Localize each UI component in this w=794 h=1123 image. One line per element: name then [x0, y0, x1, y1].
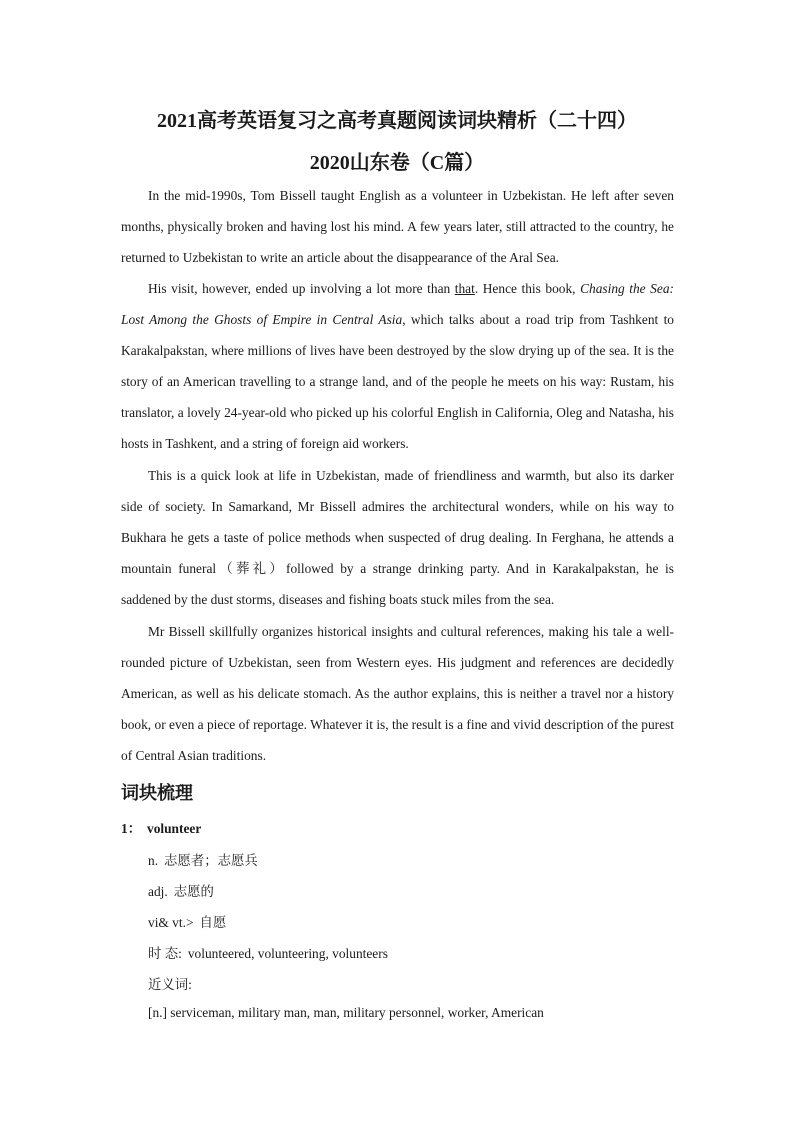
- verb-pos: vi& vt.>: [148, 915, 194, 930]
- p2-text-middle: . Hence this book,: [474, 281, 581, 296]
- verb-def-text: 自愿: [199, 915, 227, 930]
- passage-paragraph-4: Mr Bissell skillfully organizes historical insights and cultural references, making his tale a well-rounded picture of Uzbekistan, seen from Western eyes. His judgment and references are decidedly American, as well as his delicate stomach. As the author explains, this is neither a travel nor a history book, or even a piece of reportage. Whatever it is, the result is a fine and vivid description of the purest of Central Asian traditions.: [121, 624, 674, 763]
- adjective-definition: [148, 881, 214, 900]
- passage-paragraph-3: This is a quick look at life in Uzbekistan, made of friendliness and warmth, but also its darker side of society. In Samarkand, Mr Bissell admires the architectural wonders, while on his way to Bukhara he gets a taste of police methods when suspected of drug dealing. In Ferghana, he attends a mountain funeral（葬礼）followed by a strange drinking party. And in Karakalpakstan, he is saddened by the dust storms, diseases and fishing boats stuck miles from the sea.: [121, 468, 674, 607]
- book-title: Chasing the Sea: Lost Among the Ghosts of Empire in Central Asia: [121, 281, 674, 327]
- tense-forms: [148, 943, 388, 962]
- adj-pos: adj.: [148, 884, 168, 899]
- tense-label: 时 态:: [148, 946, 182, 961]
- passage-paragraph-1: In the mid-1990s, Tom Bissell taught English as a volunteer in Uzbekistan. He left after seven months, physically broken and having lost his mind. A few years later, still attracted to the country, he returned to Uzbekistan to write an article about the disappearance of the Aral Sea.: [121, 188, 674, 265]
- noun-pos: n.: [148, 853, 159, 868]
- document-subtitle: 2020山东卷（C篇）: [309, 152, 485, 174]
- vocab-entry-word: volunteer: [147, 821, 202, 836]
- underlined-word-that: that: [454, 281, 475, 296]
- vocab-entry-header: [121, 818, 201, 837]
- synonyms-label: 近义词:: [148, 977, 192, 992]
- document-title: 2021高考英语复习之高考真题阅读词块精析（二十四）: [157, 110, 637, 132]
- tense-forms-text: volunteered, volunteering, volunteers: [187, 946, 388, 961]
- vocabulary-heading: 词块梳理: [121, 783, 193, 803]
- verb-definition: [148, 912, 226, 931]
- vocab-entry-number: 1：: [121, 821, 142, 836]
- passage-paragraph-2: [121, 273, 674, 459]
- p2-text-after: , which talks about a road trip from Tashkent to Karakalpakstan, where millions of lives have been destroyed by the slow drying up of the sea. It is the story of an American travelling to a strange land, and of the people he meets on his way: Rustam, his translator, a lovely 24-year-old who picked up his colorful English in California, Oleg and Natasha, his hosts in Tashkent, and a string of foreign aid workers.: [121, 312, 674, 451]
- p2-text-before: His visit, however, ended up involving a lot more than: [148, 281, 455, 296]
- adj-def-text: 志愿的: [173, 884, 214, 899]
- synonyms-list: [n.] serviceman, military man, man, military personnel, worker, American: [148, 1005, 544, 1020]
- noun-definition: [148, 850, 258, 869]
- noun-def-text: 志愿者；志愿兵: [164, 853, 258, 868]
